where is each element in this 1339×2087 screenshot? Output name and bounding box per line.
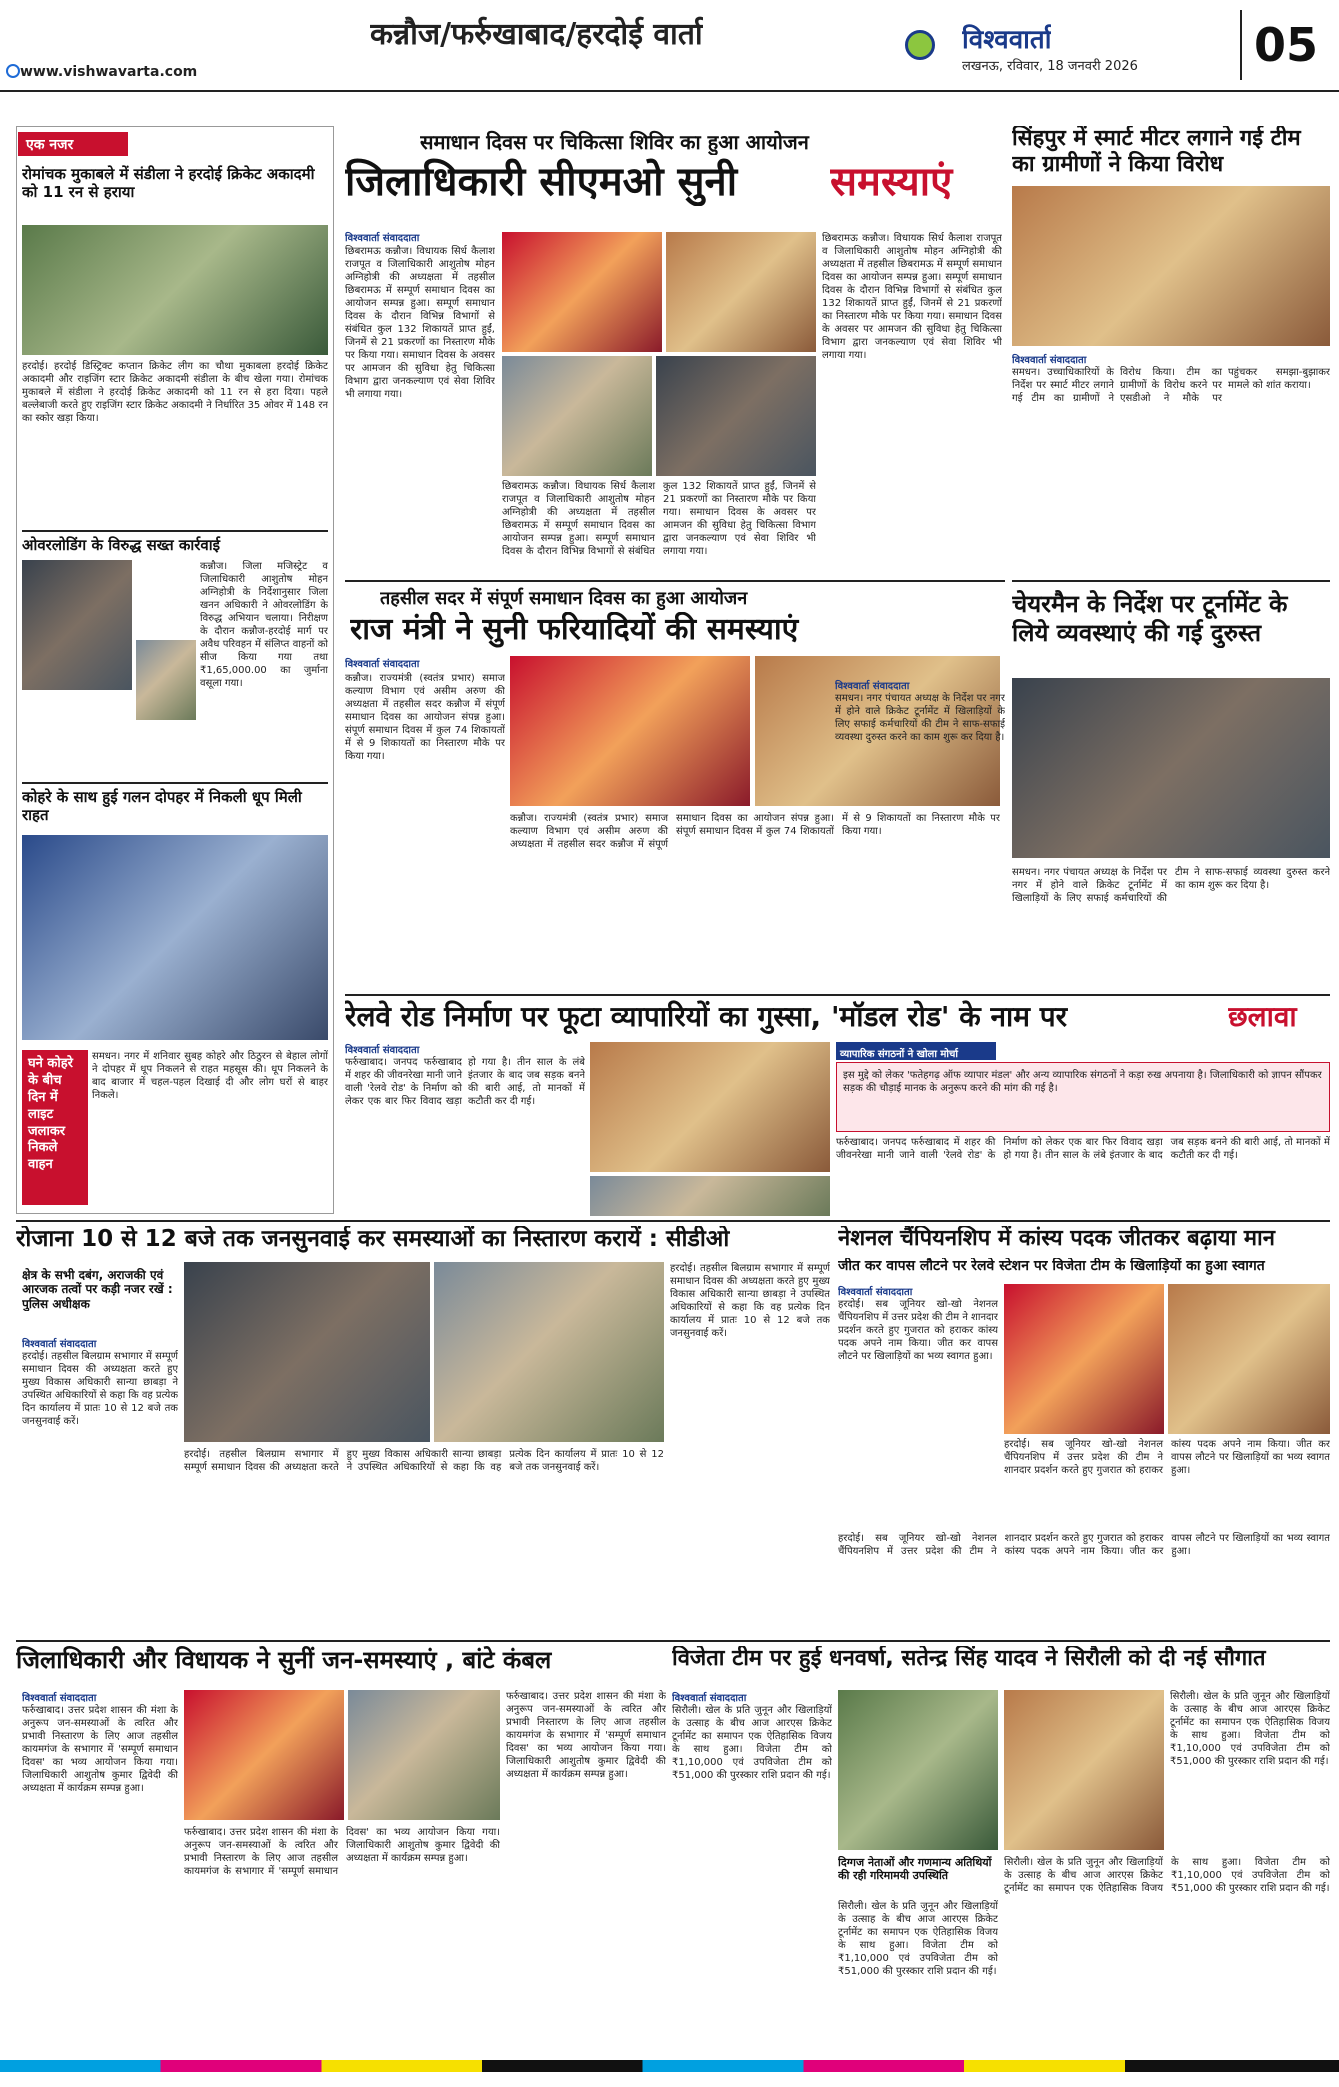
ek-nazar-story2-headline: ओवरलोडिंग के विरुद्ध सख्त कार्रवाई [22, 536, 221, 554]
divider [16, 1640, 1330, 1642]
lead-photo-officials [502, 356, 652, 476]
official-photo [136, 640, 196, 720]
rojana-headline: रोजाना 10 से 12 बजे तक जनसुनवाई कर समस्याओं का निस्तारण करायें : सीडीओ [16, 1226, 730, 1252]
national-subhead: जीत कर वापस लौटने पर रेलवे स्टेशन पर विजेता टीम के खिलाड़ियों का हुआ स्वागत [838, 1258, 1265, 1274]
national-body-right: हरदोई। सब जूनियर खो-खो नेशनल चैंपियनशिप में उत्तर प्रदेश की टीम ने शानदार प्रदर्शन करते हुए गुजरात को हराकर कांस्य पदक अपने नाम किया। जीत कर वापस लौटने पर खिलाड़ियों का भव्य स्वागत हुआ। [1004, 1439, 1330, 1476]
ek-nazar-story2-body: कन्नौज। जिला मजिस्ट्रेट व जिलाधिकारी आशुतोष मोहन अग्निहोत्री के निर्देशानुसार जिला खनन अधिकारी ने ओवरलोडिंग के विरुद्ध अभियान चलाया। निरीक्षण के दौरान कन्नौज-हरदोई मार्ग पर अवैध परिवहन में संलिप्त वाहनों को सीज किया गया तथा ₹1,65,000.00 का जुर्माना वसूला गया। [200, 561, 328, 689]
lead-photo-camp [656, 356, 816, 476]
color-registration-bar [0, 2060, 1339, 2072]
rojana-body-cont: हरदोई। तहसील बिलग्राम सभागार में सम्पूर्ण समाधान दिवस की अध्यक्षता करते हुए मुख्य विकास अधिकारी सान्या छाबड़ा ने उपस्थित अधिकारियों से कहा कि वह प्रत्येक दिन कार्यालय में प्रातः 10 से 12 बजे तक जनसुनवाई करें। [184, 1449, 664, 1473]
raj-mantri-body: कन्नौज। राज्यमंत्री (स्वतंत्र प्रभार) समाज कल्याण विभाग एवं असीम अरुण की अध्यक्षता में तहसील सदर कन्नौज में संपूर्ण समाधान दिवस का आयोजन संपन्न हुआ। संपूर्ण समाधान दिवस में कुल 74 शिकायतों में से 9 शिकायतों का निस्तारण मौके पर किया गया। [345, 673, 505, 762]
dateline: लखनऊ, रविवार, 18 जनवरी 2026 [962, 59, 1138, 74]
chairman-headline: चेयरमैन के निर्देश पर टूर्नामेंट के लिये व्यवस्थाएं की गई दुरुस्त [1012, 590, 1288, 647]
edition-title: कन्नौज/फर्रुखाबाद/हरदोई वार्ता [370, 17, 703, 52]
vijeta-photo2 [1004, 1690, 1164, 1850]
lead-body: छिबरामऊ कन्नौज। विधायक सिर्ध कैलाश राजपूत व जिलाधिकारी आशुतोष मोहन अग्निहोत्री की अध्यक्षता में तहसील छिबरामऊ में सम्पूर्ण समाधान दिवस का आयोजन सम्पन्न हुआ। सम्पूर्ण समाधान दिवस के दौरान विभिन्न विभागों से संबंधित कुल 132 शिकायतें प्राप्त हुईं, जिनमें से 21 प्रकरणों का निस्तारण मौके पर किया गया। समाधान दिवस के अवसर पर आमजन की सुविधा हेतु चिकित्सा विभाग द्वारा जनकल्याण एवं सेवा शिविर भी लगाया गया। [345, 246, 495, 400]
divider [345, 580, 1005, 582]
lead-body-cont: छिबरामऊ कन्नौज। विधायक सिर्ध कैलाश राजपूत व जिलाधिकारी आशुतोष मोहन अग्निहोत्री की अध्यक्षता में तहसील छिबरामऊ में सम्पूर्ण समाधान दिवस का आयोजन सम्पन्न हुआ। सम्पूर्ण समाधान दिवस के दौरान विभिन्न विभागों से संबंधित कुल 132 शिकायतें प्राप्त हुईं, जिनमें से 21 प्रकरणों का निस्तारण मौके पर किया गया। समाधान दिवस के अवसर पर आमजन की सुविधा हेतु चिकित्सा विभाग द्वारा जनकल्याण एवं सेवा शिविर भी लगाया गया। [502, 481, 816, 557]
divider [22, 782, 328, 784]
ek-nazar-title: एक नजर [18, 132, 128, 156]
railway-band: व्यापारिक संगठनों ने खोला मोर्चा [836, 1042, 996, 1060]
brand-logo-icon [905, 30, 935, 60]
dm-kambal-body-cont: फर्रुखाबाद। उत्तर प्रदेश शासन की मंशा के अनुरूप जन-समस्याओं के त्वरित और प्रभावी निस्तारण के लिए आज तहसील कायमगंज के सभागार में 'सम्पूर्ण समाधान दिवस' का भव्य आयोजन किया गया। जिलाधिकारी आशुतोष कुमार द्विवेदी की अध्यक्षता में कार्यक्रम सम्पन्न हुआ। [184, 1827, 500, 1877]
singhpur-headline: सिंहपुर में स्मार्ट मीटर लगाने गई टीम का ग्रामीणों ने किया विरोध [1012, 126, 1301, 178]
lead-body-right: छिबरामऊ कन्नौज। विधायक सिर्ध कैलाश राजपूत व जिलाधिकारी आशुतोष मोहन अग्निहोत्री की अध्यक्षता में तहसील छिबरामऊ में सम्पूर्ण समाधान दिवस का आयोजन सम्पन्न हुआ। सम्पूर्ण समाधान दिवस के दौरान विभिन्न विभागों से संबंधित कुल 132 शिकायतें प्राप्त हुईं, जिनमें से 21 प्रकरणों का निस्तारण मौके पर किया गया। समाधान दिवस के अवसर पर आमजन की सुविधा हेतु चिकित्सा विभाग द्वारा जनकल्याण एवं सेवा शिविर भी लगाया गया। [822, 233, 1002, 361]
chairman-byline: विश्ववार्ता संवाददाता [835, 681, 910, 692]
raj-mantri-byline: विश्ववार्ता संवाददाता [345, 659, 420, 670]
dm-kambal-headline: जिलाधिकारी और विधायक ने सुनीं जन-समस्याएं , बांटे कंबल [16, 1646, 552, 1674]
lead-headline: जिलाधिकारी सीएमओ सुनी [345, 159, 738, 205]
national-body: हरदोई। सब जूनियर खो-खो नेशनल चैंपियनशिप में उत्तर प्रदेश की टीम ने शानदार प्रदर्शन करते हुए गुजरात को हराकर कांस्य पदक अपने नाम किया। जीत कर वापस लौटने पर खिलाड़ियों का भव्य स्वागत हुआ। [838, 1299, 998, 1362]
truck-photo [22, 560, 132, 690]
rojana-photo2 [434, 1262, 664, 1442]
national-byline: विश्ववार्ता संवाददाता [838, 1287, 913, 1298]
divider [16, 1220, 1330, 1222]
chairman-body: समधन। नगर पंचायत अध्यक्ष के निर्देश पर नगर में होने वाले क्रिकेट टूर्नामेंट में खिलाड़ियों के लिए सफाई कर्मचारियों की टीम ने साफ-सफाई व्यवस्था दुरुस्त करने का काम शुरू कर दिया है। [835, 693, 1005, 743]
raj-mantri-kicker: तहसील सदर में संपूर्ण समाधान दिवस का हुआ आयोजन [380, 588, 748, 609]
divider [1012, 580, 1330, 582]
dm-kambal-body: फर्रुखाबाद। उत्तर प्रदेश शासन की मंशा के अनुरूप जन-समस्याओं के त्वरित और प्रभावी निस्तारण के लिए आज तहसील कायमगंज के सभागार में 'सम्पूर्ण समाधान दिवस' का भव्य आयोजन किया गया। जिलाधिकारी आशुतोष कुमार द्विवेदी की अध्यक्षता में कार्यक्रम सम्पन्न हुआ। [22, 1705, 178, 1794]
fog-sidebar: घने कोहरे के बीच दिन में लाइट जलाकर निकले वाहन [22, 1050, 88, 1205]
fog-photo [22, 835, 328, 1040]
rojana-quote: क्षेत्र के सभी दबंग, अराजकी एवं आरजक तत्वों पर कड़ी नजर रखें : पुलिस अधीक्षक [22, 1268, 173, 1311]
rojana-body: हरदोई। तहसील बिलग्राम सभागार में सम्पूर्ण समाधान दिवस की अध्यक्षता करते हुए मुख्य विकास अधिकारी सान्या छाबड़ा ने उपस्थित अधिकारियों से कहा कि वह प्रत्येक दिन कार्यालय में प्रातः 10 से 12 बजे तक जनसुनवाई करें। [22, 1351, 178, 1427]
lead-kicker: समाधान दिवस पर चिकित्सा शिविर का हुआ आयोजन [420, 130, 809, 154]
railway-band-body: इस मुद्दे को लेकर 'फतेहगढ़ ऑफ व्यापार मंडल' और अन्य व्यापारिक संगठनों ने कड़ा रुख अपनाया है। जिलाधिकारी को ज्ञापन सौंपकर सड़क की चौड़ाई मानक के अनुरूप करने की मांग की गई है। [836, 1062, 1330, 1132]
web-icon [6, 64, 20, 78]
ek-nazar-story3-headline: कोहरे के साथ हुई गलन दोपहर में निकली धूप मिली राहत [22, 788, 302, 824]
brand-name: विश्ववार्ता [962, 25, 1052, 55]
vijeta-body: सिरौली। खेल के प्रति जुनून और खिलाड़ियों के उत्साह के बीच आज आरएस क्रिकेट टूर्नामेंट का समापन एक ऐतिहासिक विजय के साथ हुआ। विजेता टीम को ₹1,10,000 एवं उपविजेता टीम को ₹51,000 की पुरस्कार राशि प्रदान की गई। [672, 1705, 832, 1781]
lead-headline-red: समस्याएं [830, 159, 953, 205]
national-headline: नेशनल चैंपियनशिप में कांस्य पदक जीतकर बढ़ाया मान [838, 1226, 1275, 1251]
vijeta-byline: विश्ववार्ता संवाददाता [672, 1693, 747, 1704]
national-photo2 [1168, 1284, 1330, 1434]
dm-kambal-byline: विश्ववार्ता संवाददाता [22, 1693, 97, 1704]
vijeta-body-right: सिरौली। खेल के प्रति जुनून और खिलाड़ियों के उत्साह के बीच आज आरएस क्रिकेट टूर्नामेंट का समापन एक ऐतिहासिक विजय के साथ हुआ। विजेता टीम को ₹1,10,000 एवं उपविजेता टीम को ₹51,000 की पुरस्कार राशि प्रदान की गई। [1004, 1857, 1330, 1894]
raj-mantri-body-cont: कन्नौज। राज्यमंत्री (स्वतंत्र प्रभार) समाज कल्याण विभाग एवं असीम अरुण की अध्यक्षता में तहसील सदर कन्नौज में संपूर्ण समाधान दिवस का आयोजन संपन्न हुआ। संपूर्ण समाधान दिवस में कुल 74 शिकायतों में से 9 शिकायतों का निस्तारण मौके पर किया गया। [510, 813, 1000, 850]
national-photo1 [1004, 1284, 1164, 1434]
railway-headline: रेलवे रोड निर्माण पर फूटा व्यापारियों का गुस्सा, 'मॉडल रोड' के नाम पर [345, 1000, 1068, 1033]
vijeta-body-cont: सिरौली। खेल के प्रति जुनून और खिलाड़ियों के उत्साह के बीच आज आरएस क्रिकेट टूर्नामेंट का समापन एक ऐतिहासिक विजय के साथ हुआ। विजेता टीम को ₹1,10,000 एवं उपविजेता टीम को ₹51,000 की पुरस्कार राशि प्रदान की गई। [838, 1901, 998, 1977]
lead-byline: विश्ववार्ता संवाददाता [345, 233, 420, 244]
chairman-body-cont: समधन। नगर पंचायत अध्यक्ष के निर्देश पर नगर में होने वाले क्रिकेट टूर्नामेंट में खिलाड़ियों के लिए सफाई कर्मचारियों की टीम ने साफ-सफाई व्यवस्था दुरुस्त करने का काम शुरू कर दिया है। [1012, 867, 1330, 904]
national-body-cont: हरदोई। सब जूनियर खो-खो नेशनल चैंपियनशिप में उत्तर प्रदेश की टीम ने शानदार प्रदर्शन करते हुए गुजरात को हराकर कांस्य पदक अपने नाम किया। जीत कर वापस लौटने पर खिलाड़ियों का भव्य स्वागत हुआ। [838, 1533, 1330, 1557]
lead-photo-banner [502, 232, 662, 352]
lead-photo-meeting [666, 232, 816, 352]
ek-nazar-story1-headline: रोमांचक मुकाबले में संडीला ने हरदोई क्रिकेट अकादमी को 11 रन से हराया [22, 165, 315, 201]
raj-mantri-headline: राज मंत्री ने सुनी फरियादियों की समस्याएं [350, 612, 799, 647]
singhpur-byline: विश्ववार्ता संवाददाता [1012, 355, 1087, 366]
singhpur-photo [1012, 186, 1330, 346]
ek-nazar-story1-body: हरदोई। हरदोई डिस्ट्रिक्ट कप्तान क्रिकेट लीग का चौथा मुकाबला हरदोई क्रिकेट अकादमी और राइजिंग स्टार क्रिकेट अकादमी संडीला के बीच खेला गया। रोमांचक मुकाबले में संडीला ने हरदोई क्रिकेट अकादमी को 11 रन से हरा दिया। पहले बल्लेबाजी करते हुए राइजिंग स्टार क्रिकेट अकादमी ने निर्धारित 35 ओवर में 148 रन का स्कोर खड़ा किया। [22, 361, 328, 424]
chairman-photo [1012, 678, 1330, 858]
vijeta-caption: दिग्गज नेताओं और गणमान्य अतिथियों की रही गरिमामयी उपस्थिति [838, 1856, 992, 1883]
rojana-photo1 [184, 1262, 430, 1442]
raj-mantri-photo [510, 656, 750, 806]
vijeta-headline: विजेता टीम पर हुई धनवर्षा, सतेन्द्र सिंह यादव ने सिरौली को दी नई सौगात [672, 1646, 1266, 1671]
railway-byline: विश्ववार्ता संवाददाता [345, 1045, 420, 1056]
railway-headline-red: छलावा [1228, 1000, 1297, 1033]
rojana-body-right: हरदोई। तहसील बिलग्राम सभागार में सम्पूर्ण समाधान दिवस की अध्यक्षता करते हुए मुख्य विकास अधिकारी सान्या छाबड़ा ने उपस्थित अधिकारियों से कहा कि वह प्रत्येक दिन कार्यालय में प्रातः 10 से 12 बजे तक जनसुनवाई करें। [670, 1263, 830, 1339]
railway-photo-strip [590, 1176, 830, 1216]
divider [345, 994, 1330, 996]
ek-nazar-story3-body: समधन। नगर में शनिवार सुबह कोहरे और ठिठुरन से बेहाल लोगों ने दोपहर में धूप निकलने से राहत महसूस की। धूप निकलने के बाद बाजार में चहल-पहल दिखाई दी और लोग घरों से बाहर निकले। [92, 1051, 328, 1101]
dm-kambal-photo2 [348, 1690, 500, 1820]
railway-body: फर्रुखाबाद। जनपद फर्रुखाबाद में शहर की जीवनरेखा मानी जाने वाली 'रेलवे रोड' के निर्माण को लेकर एक बार फिर विवाद खड़ा हो गया है। तीन साल के लंबे इंतजार के बाद जब सड़क बनने की बारी आई, तो मानकों में कटौती कर दी गई। [345, 1057, 585, 1107]
rojana-byline: विश्ववार्ता संवाददाता [22, 1339, 97, 1350]
vijeta-body-far: सिरौली। खेल के प्रति जुनून और खिलाड़ियों के उत्साह के बीच आज आरएस क्रिकेट टूर्नामेंट का समापन एक ऐतिहासिक विजय के साथ हुआ। विजेता टीम को ₹1,10,000 एवं उपविजेता टीम को ₹51,000 की पुरस्कार राशि प्रदान की गई। [1170, 1691, 1330, 1767]
dm-kambal-photo1 [184, 1690, 344, 1820]
page-number: 05 [1240, 10, 1330, 80]
cricket-photo [22, 225, 328, 355]
singhpur-body: समधन। उच्चाधिकारियों के निर्देश पर स्मार्ट मीटर लगाने गई टीम का ग्रामीणों ने विरोध किया। टीम का ग्रामीणों के विरोध करने पर एसडीओ ने मौके पर पहुंचकर समझा-बुझाकर मामले को शांत कराया। [1012, 367, 1330, 404]
website-link[interactable]: www.vishwavarta.com [20, 64, 198, 80]
dm-kambal-body-right: फर्रुखाबाद। उत्तर प्रदेश शासन की मंशा के अनुरूप जन-समस्याओं के त्वरित और प्रभावी निस्तारण के लिए आज तहसील कायमगंज के सभागार में 'सम्पूर्ण समाधान दिवस' का भव्य आयोजन किया गया। जिलाधिकारी आशुतोष कुमार द्विवेदी की अध्यक्षता में कार्यक्रम सम्पन्न हुआ। [506, 1691, 666, 1780]
vijeta-photo1 [838, 1690, 998, 1850]
divider [22, 530, 328, 532]
railway-photo1 [590, 1042, 830, 1172]
railway-body-cont: फर्रुखाबाद। जनपद फर्रुखाबाद में शहर की जीवनरेखा मानी जाने वाली 'रेलवे रोड' के निर्माण को लेकर एक बार फिर विवाद खड़ा हो गया है। तीन साल के लंबे इंतजार के बाद जब सड़क बनने की बारी आई, तो मानकों में कटौती कर दी गई। [836, 1137, 1330, 1161]
